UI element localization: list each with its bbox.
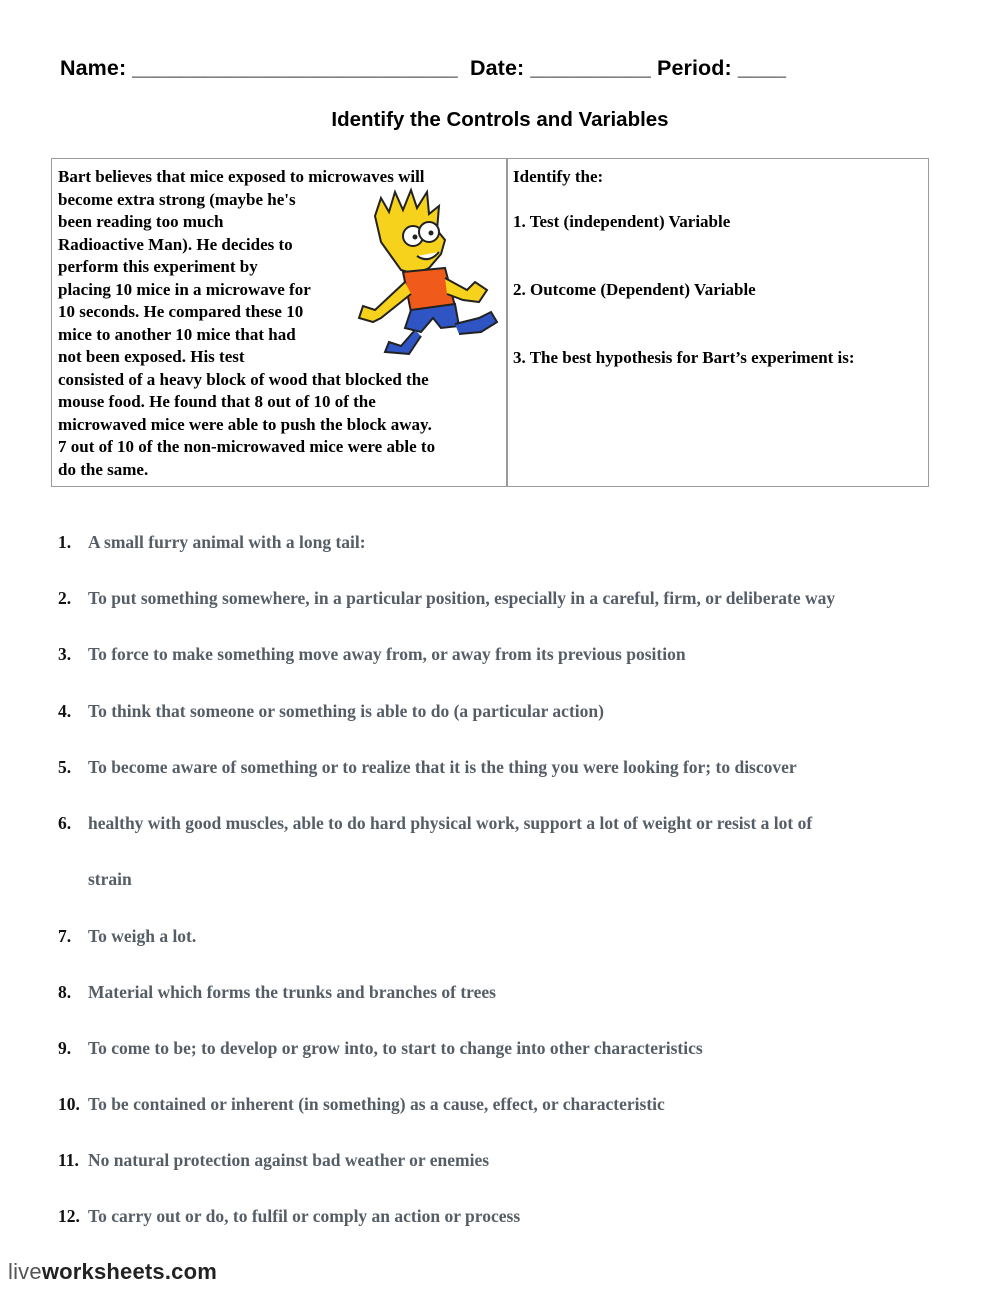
question-text: To carry out or do, to fulfil or comply an action or process xyxy=(88,1206,521,1226)
story-line: not been exposed. His test xyxy=(58,347,245,366)
name-label: Name: xyxy=(60,56,127,80)
question-text: A small furry animal with a long tail: xyxy=(88,532,366,552)
question-number: 12. xyxy=(58,1206,80,1226)
question-number: 6. xyxy=(58,813,72,833)
question-number: 9. xyxy=(58,1038,72,1058)
question-number: 10. xyxy=(58,1094,80,1114)
name-blank[interactable]: ___________________________ xyxy=(132,56,458,80)
question-number: 4. xyxy=(58,701,72,721)
story-line: microwaved mice were able to push the block away. xyxy=(58,414,432,434)
experiment-table xyxy=(51,158,929,487)
question-text: Material which forms the trunks and branches of trees xyxy=(88,982,496,1002)
question-text: To think that someone or something is able to do (a particular action) xyxy=(88,701,604,721)
question-text: To become aware of something or to realize that it is the thing you were looking for; to discover xyxy=(88,757,797,777)
page-title: Identify the Controls and Variables xyxy=(331,108,669,131)
question-number: 11. xyxy=(58,1150,79,1170)
logo-light: live xyxy=(8,1259,42,1284)
story-line: been reading too much xyxy=(58,212,224,231)
question-item xyxy=(58,982,496,1003)
identify-item: 2. Outcome (Dependent) Variable xyxy=(513,280,756,299)
question-number: 7. xyxy=(58,926,72,946)
date-label: Date: xyxy=(470,56,525,80)
story-line: 7 out of 10 of the non-microwaved mice were able to xyxy=(58,437,436,456)
question-number: 3. xyxy=(58,644,72,664)
question-item xyxy=(58,1094,665,1115)
question-continuation: strain xyxy=(88,869,132,889)
period-label: Period: xyxy=(657,56,732,80)
question-number: 1. xyxy=(58,532,72,552)
question-item xyxy=(58,701,604,722)
question-text: To force to make something move away from, or away from its previous position xyxy=(88,644,686,664)
date-blank[interactable]: __________ xyxy=(530,56,651,80)
question-text: healthy with good muscles, able to do hard physical work, support a lot of weight or resist a lot of xyxy=(88,813,813,833)
story-line: mice to another 10 mice that had xyxy=(58,324,296,344)
question-item xyxy=(58,644,686,665)
question-number: 5. xyxy=(58,757,72,777)
question-text: To be contained or inherent (in something) as a cause, effect, or characteristic xyxy=(88,1094,665,1114)
story-line: do the same. xyxy=(58,459,149,479)
story-line: become extra strong (maybe he's xyxy=(58,189,296,209)
question-item xyxy=(58,757,797,778)
question-item xyxy=(58,532,366,553)
question-number: 8. xyxy=(58,982,72,1002)
question-item xyxy=(58,588,835,609)
header-fields xyxy=(60,56,960,81)
question-number: 2. xyxy=(58,588,72,608)
story-line: mouse food. He found that 8 out of 10 of the xyxy=(58,392,376,411)
table-divider xyxy=(506,159,508,486)
site-logo[interactable] xyxy=(8,1259,217,1285)
story-line: Radioactive Man). He decides to xyxy=(58,234,293,254)
question-item xyxy=(58,813,812,834)
question-item xyxy=(58,1150,489,1171)
question-text: To put something somewhere, in a particular position, especially in a careful, firm, or deliberate way xyxy=(88,588,836,608)
identify-item: 1. Test (independent) Variable xyxy=(513,212,731,231)
question-text: No natural protection against bad weather or enemies xyxy=(88,1150,490,1170)
question-text: To weigh a lot. xyxy=(88,926,197,946)
story-line: consisted of a heavy block of wood that blocked the xyxy=(58,369,429,389)
logo-bold: worksheets.com xyxy=(41,1259,218,1284)
question-item xyxy=(58,1206,520,1227)
bart-illustration xyxy=(355,186,500,356)
identify-item: 3. The best hypothesis for Bart’s experiment is: xyxy=(513,348,855,367)
question-item xyxy=(58,926,196,947)
period-blank[interactable]: ____ xyxy=(737,56,787,80)
story-line: 10 seconds. He compared these 10 xyxy=(58,302,304,321)
story-line: Bart believes that mice exposed to microwaves will xyxy=(58,167,425,186)
story-line: placing 10 mice in a microwave for xyxy=(58,279,311,299)
question-item xyxy=(58,1038,703,1059)
identify-heading: Identify the: xyxy=(513,167,604,186)
story-line: perform this experiment by xyxy=(58,257,258,276)
question-text: To come to be; to develop or grow into, to start to change into other characteristics xyxy=(88,1038,703,1058)
